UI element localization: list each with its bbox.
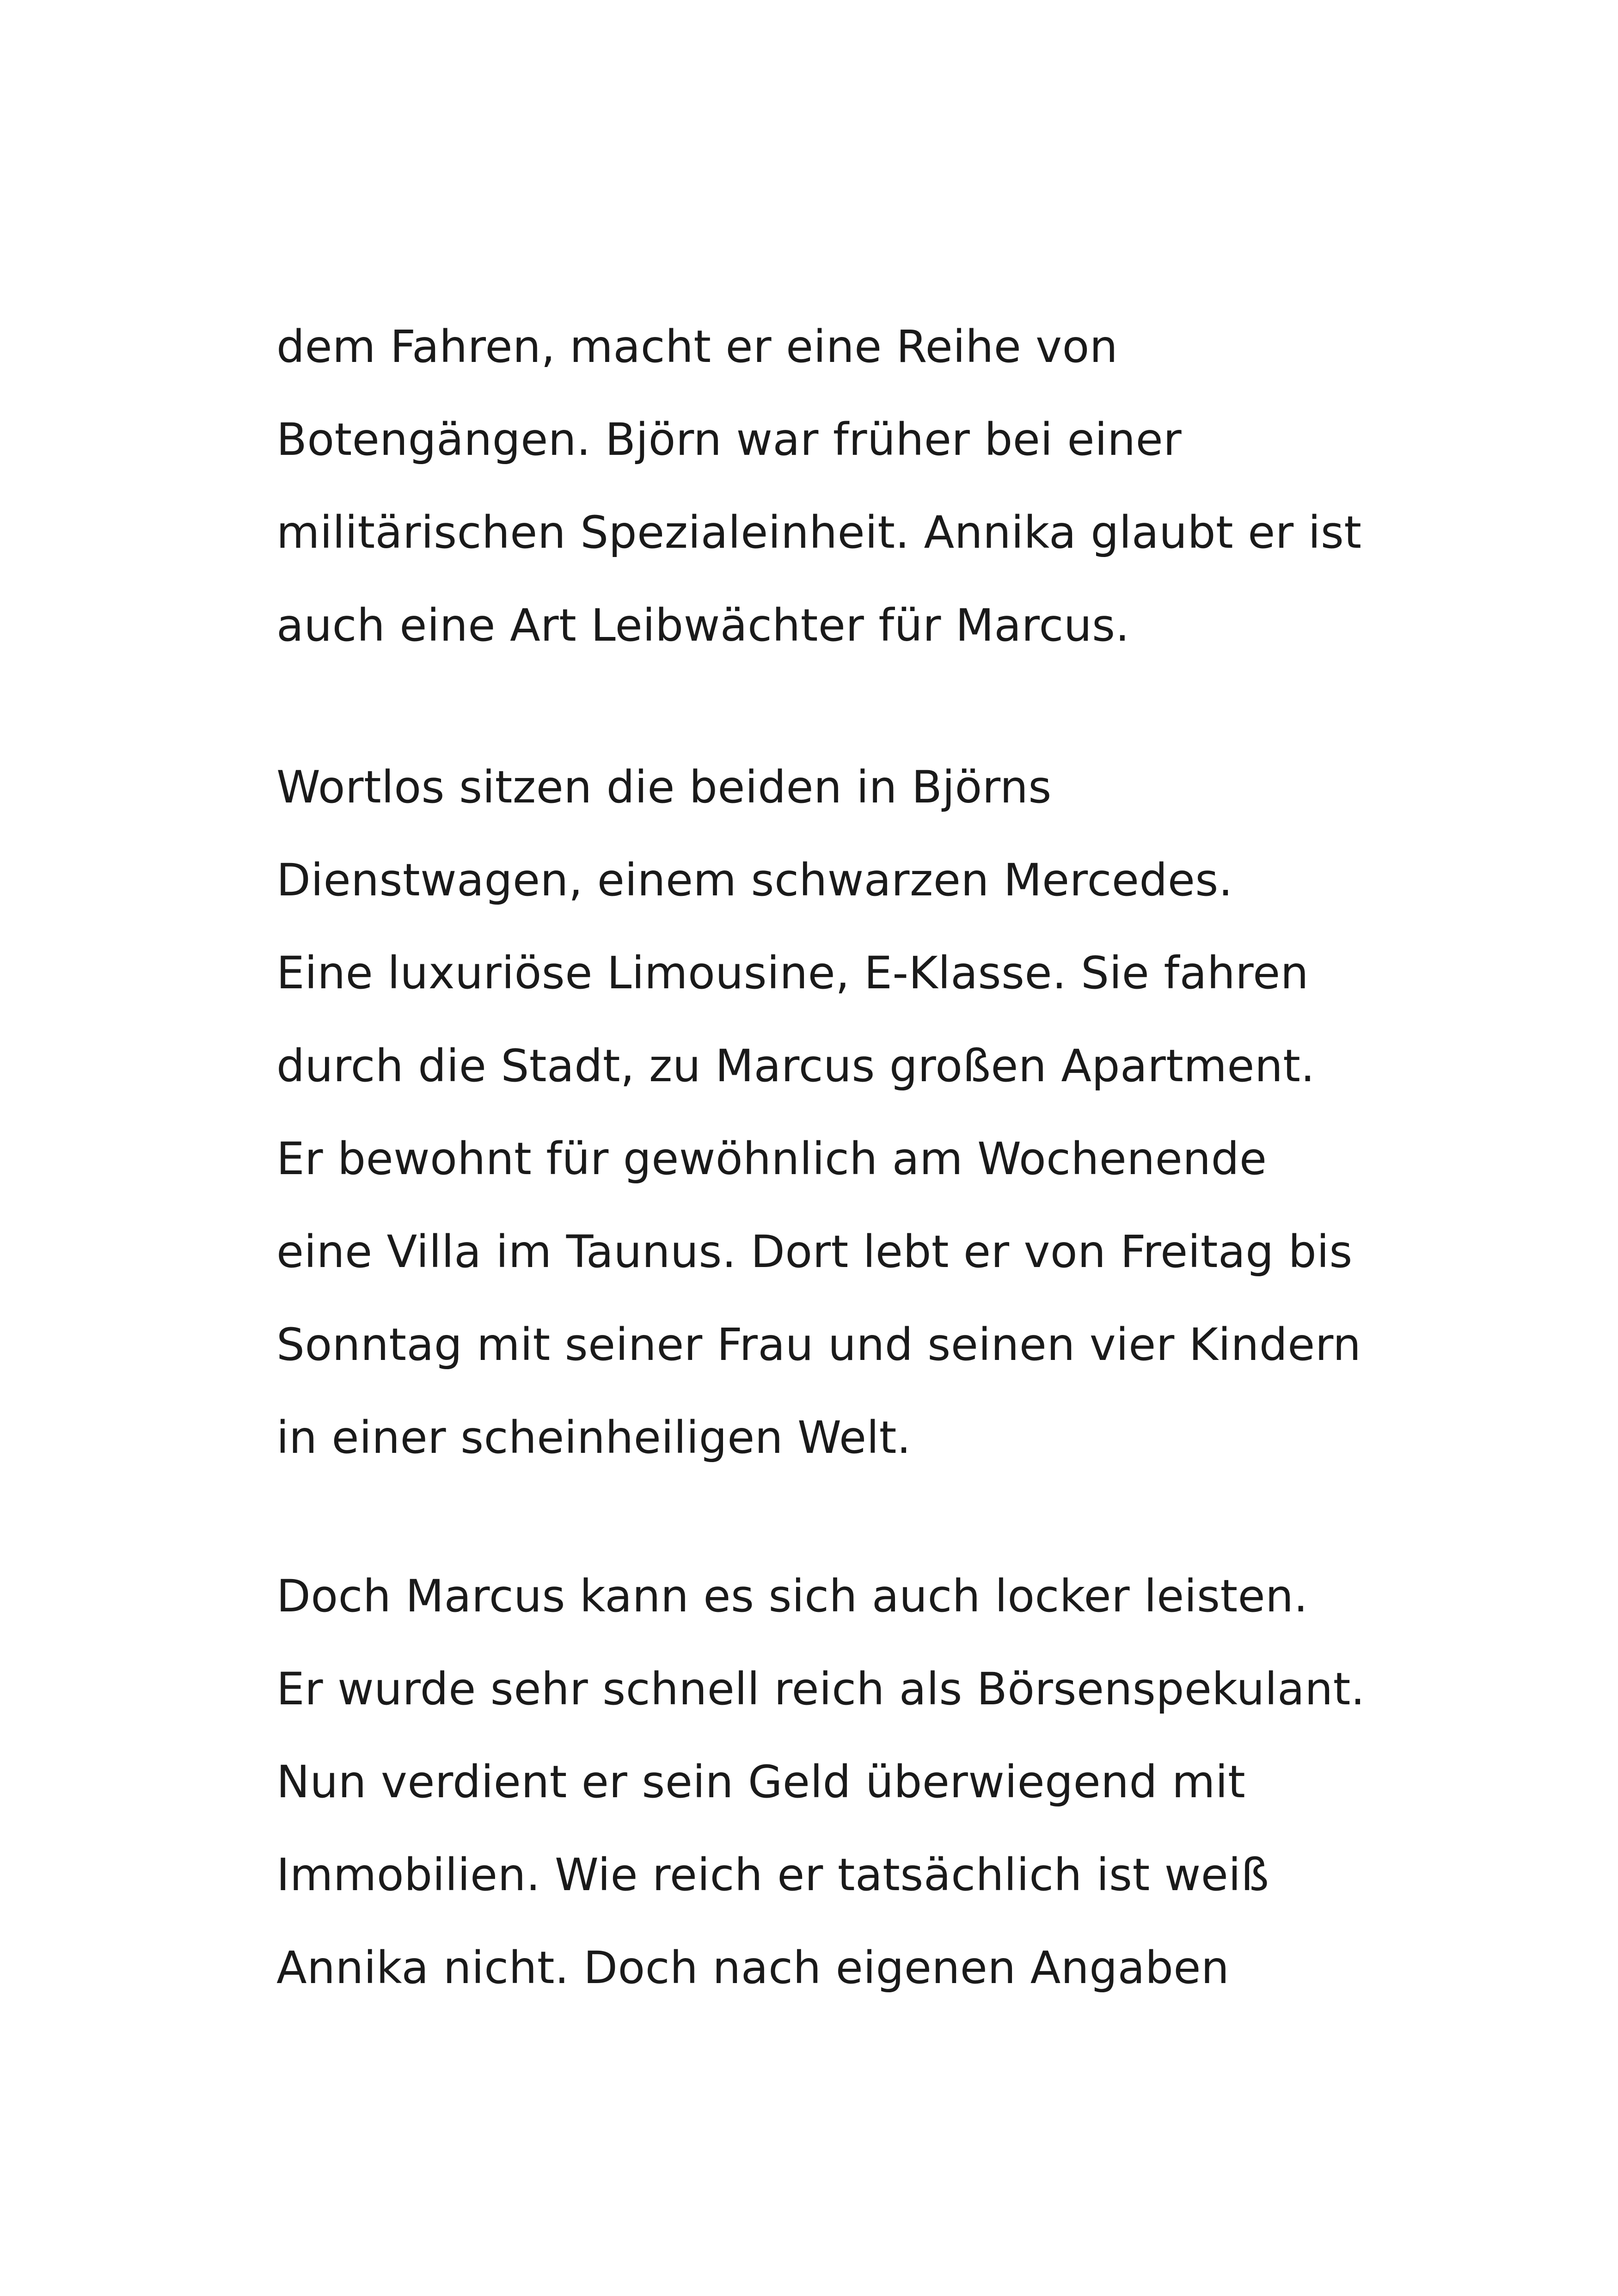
text-line: militärischen Spezialeinheit. Annika glaubt er ist — [276, 507, 1362, 558]
text-line: Er wurde sehr schnell reich als Börsenspekulant. — [276, 1663, 1365, 1715]
text-line: Annika nicht. Doch nach eigenen Angaben — [276, 1942, 1230, 1994]
paragraph-2 — [276, 741, 1395, 1484]
text-line: Nun verdient er sein Geld überwiegend mit — [276, 1756, 1246, 1808]
text-line: auch eine Art Leibwächter für Marcus. — [276, 600, 1130, 651]
text-line: Sonntag mit seiner Frau und seinen vier Kindern — [276, 1319, 1361, 1371]
paragraph-1 — [276, 300, 1395, 672]
text-line: Er bewohnt für gewöhnlich am Wochenende — [276, 1133, 1267, 1185]
text-line: durch die Stadt, zu Marcus großen Apartment. — [276, 1040, 1315, 1092]
text-line: in einer scheinheiligen Welt. — [276, 1412, 911, 1463]
paragraph-3 — [276, 1550, 1395, 2014]
text-line: dem Fahren, macht er eine Reihe von — [276, 321, 1118, 373]
text-line: Eine luxuriöse Limousine, E-Klasse. Sie fahren — [276, 947, 1309, 999]
text-line: Immobilien. Wie reich er tatsächlich ist weiß — [276, 1849, 1269, 1901]
text-line: Dienstwagen, einem schwarzen Mercedes. — [276, 854, 1233, 906]
text-line: Doch Marcus kann es sich auch locker leisten. — [276, 1570, 1308, 1622]
text-line: eine Villa im Taunus. Dort lebt er von Freitag bis — [276, 1226, 1353, 1278]
text-line: Botengängen. Björn war früher bei einer — [276, 414, 1182, 465]
text-line: Wortlos sitzen die beiden in Björns — [276, 761, 1052, 813]
